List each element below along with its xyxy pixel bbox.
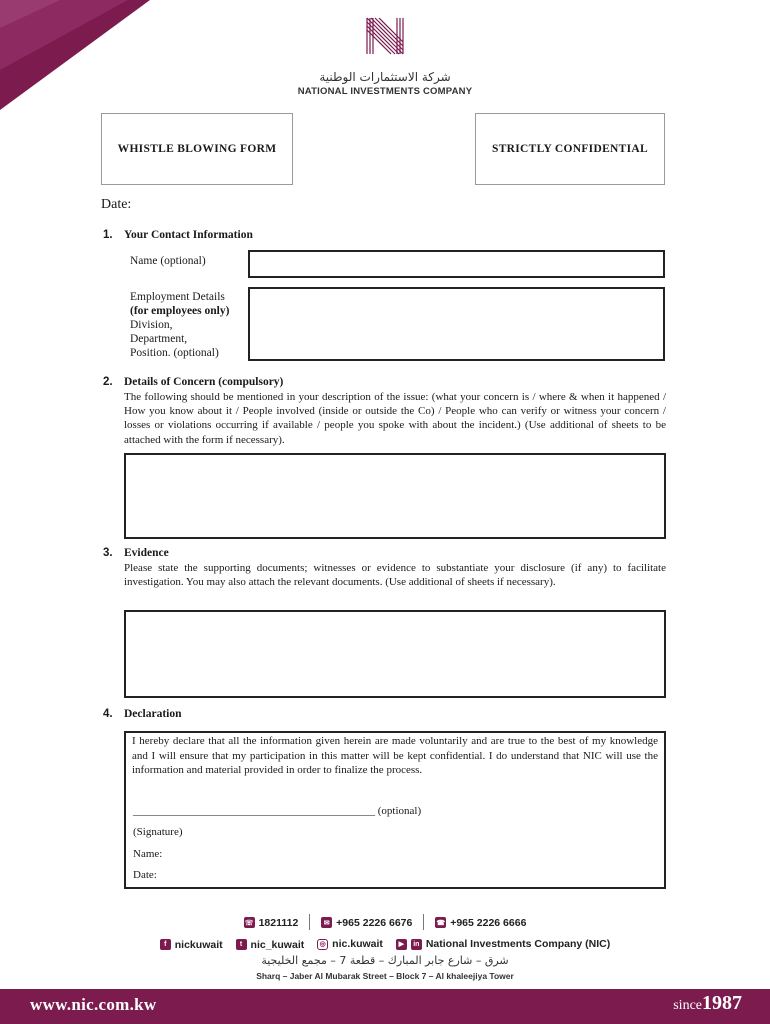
youtube-icon: ▶ <box>396 939 407 950</box>
section-number: 2. <box>103 376 113 388</box>
employment-details-input[interactable] <box>248 287 665 361</box>
section-title-text: Details of Concern (compulsory) <box>124 376 284 388</box>
section-title-text: Your Contact Information <box>124 229 253 241</box>
section-title-text: Evidence <box>124 547 169 559</box>
section-number: 1. <box>103 229 113 241</box>
address-english: Sharq – Jaber Al Mubarak Street – Block 7 – Al khaleejiya Tower <box>256 971 514 981</box>
form-title-box <box>101 113 293 185</box>
divider <box>423 914 424 930</box>
phone-1[interactable] <box>321 917 412 929</box>
declaration-text: I hereby declare that all the information given herein are made voluntarily and are true to the best of my knowledge and I will ensure that my participation in this matter will be kept confidential. I do understand that NIC will use the information and material provided in order to finalize the process. <box>132 735 658 777</box>
twitter-link[interactable] <box>236 939 305 951</box>
employment-line: Employment Details <box>130 291 225 303</box>
instagram-icon: ◎ <box>317 939 328 950</box>
website-link[interactable]: www.nic.com.kw <box>30 995 157 1014</box>
company-name-arabic: شركة الاستثمارات الوطنية <box>319 70 451 84</box>
twitter-handle: nic_kuwait <box>250 938 305 951</box>
signature-label: (Signature) <box>133 826 183 838</box>
company-logo <box>0 14 770 97</box>
confidential-box <box>475 113 665 185</box>
instagram-nic-link[interactable] <box>317 938 383 950</box>
employment-line: Position. (optional) <box>130 347 219 359</box>
linkedin-name: National Investments Company (NIC) <box>425 938 611 950</box>
contact-phones <box>0 914 770 930</box>
section-number: 4. <box>103 708 113 720</box>
section-title-text: Declaration <box>124 708 182 720</box>
hotline-number: 1821112 <box>258 916 299 929</box>
instagram-handle: nickuwait <box>174 938 223 951</box>
concern-description: The following should be mentioned in your description of the issue: (what your concern is / where & when it happened / How you know about it / People involved (inside or outside the Co) / People who can verify or witness your concern / losses or violations occurring if available / people you spoke with about the incident.) (Use additional of sheets to be attached with the form if necessary). <box>124 391 666 446</box>
confidential-label: STRICTLY CONFIDENTIAL <box>492 143 648 155</box>
employment-line: Department, <box>130 333 188 345</box>
since-text: since <box>673 998 702 1013</box>
date-label: Date: <box>101 197 132 212</box>
section-evidence-title <box>103 547 169 559</box>
evidence-description: Please state the supporting documents; witnesses or evidence to substantiate your disclosure (if any) to facilitate investigation. You may also attach the relevant documents. (Use additional of sheets if necessary). <box>124 562 666 589</box>
since-year: 1987 <box>702 992 742 1014</box>
phone-2-number: +965 2226 6666 <box>450 916 527 929</box>
hotline[interactable] <box>244 917 299 929</box>
section-number: 3. <box>103 547 113 559</box>
facebook-icon: f <box>160 939 171 950</box>
employment-line: Division, <box>130 319 173 331</box>
section-concern-title <box>103 376 283 388</box>
declaration-date-label: Date: <box>133 869 157 881</box>
footer-bar <box>0 989 770 1024</box>
divider <box>309 914 310 930</box>
form-title: WHISTLE BLOWING FORM <box>117 143 277 155</box>
section-declaration-title <box>103 708 181 720</box>
whatsapp-icon: ☏ <box>244 917 255 928</box>
company-name-english: NATIONAL INVESTMENTS COMPANY <box>297 86 473 97</box>
employment-line: (for employees only) <box>130 305 230 317</box>
phone-icon: ☎ <box>435 917 446 928</box>
linkedin-link[interactable] <box>396 938 610 950</box>
evidence-input[interactable] <box>124 610 666 698</box>
instagram-link[interactable] <box>160 939 223 951</box>
declaration-name-label: Name: <box>133 848 163 860</box>
concern-input[interactable] <box>124 453 666 539</box>
address-arabic: شرق – شارع جابر المبارك – قطعة 7 – مجمع الخليجية <box>261 954 509 967</box>
contact-social <box>0 937 770 951</box>
name-input[interactable] <box>248 250 665 278</box>
employment-details-label <box>130 290 229 360</box>
signature-line[interactable]: ____________________________________________ (optional) <box>133 805 422 817</box>
nic-handle: nic.kuwait <box>332 938 383 950</box>
linkedin-icon: in <box>411 939 422 950</box>
nic-logo-icon <box>363 14 407 58</box>
name-label: Name (optional) <box>130 255 206 267</box>
twitter-icon: t <box>236 939 247 950</box>
since-label <box>673 992 742 1015</box>
phone-1-number: +965 2226 6676 <box>336 916 413 929</box>
section-contact-title <box>103 229 253 241</box>
phone-2[interactable] <box>435 917 526 929</box>
fax-icon: ✉ <box>321 917 332 928</box>
declaration-box <box>124 731 666 889</box>
